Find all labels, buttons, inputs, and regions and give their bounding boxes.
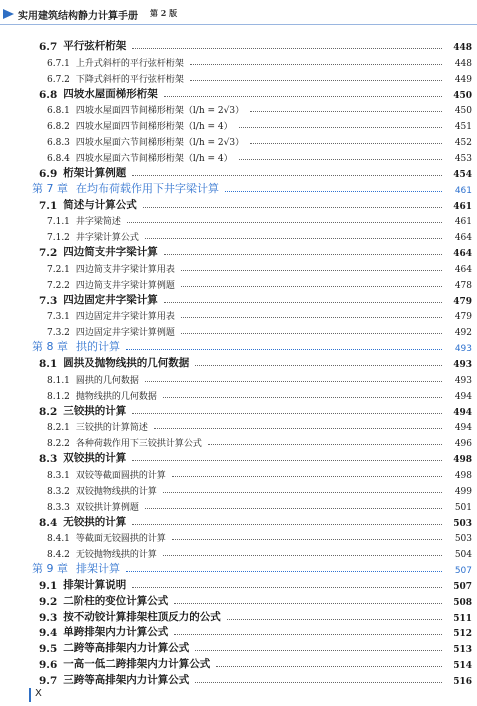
footer-page-number: X	[35, 688, 42, 699]
toc-number: 9.1	[39, 579, 58, 592]
toc-dot-leader	[216, 665, 442, 667]
toc-title: 抛物线拱的几何数据	[75, 391, 157, 402]
toc-page-number: 454	[453, 169, 472, 180]
toc-number: 7.1	[39, 199, 58, 212]
toc-title: 单跨排架内力计算公式	[63, 626, 169, 639]
toc-subsection-entry[interactable]	[0, 133, 477, 148]
toc-number: 8.4	[39, 516, 58, 529]
toc-section-entry[interactable]	[0, 244, 477, 259]
toc-number: 6.8.4	[47, 153, 70, 164]
toc-title: 四边固定井字梁计算例题	[75, 328, 175, 339]
toc-page-number: 507	[454, 566, 472, 577]
toc-number: 6.7.2	[47, 74, 70, 85]
toc-page-number: 449	[454, 74, 472, 85]
toc-dot-leader	[181, 285, 442, 287]
toc-number: 8.2.2	[47, 439, 70, 450]
toc-title: 双铰等截面圆拱的计算	[75, 470, 166, 481]
toc-subsection-entry[interactable]	[0, 228, 477, 243]
toc-subsection-entry[interactable]	[0, 434, 477, 449]
toc-page-number: 450	[454, 106, 472, 117]
toc-dot-leader	[132, 174, 442, 176]
toc-section-entry[interactable]	[0, 86, 477, 101]
toc-dot-leader	[250, 110, 442, 112]
toc-page-number: 503	[454, 534, 472, 545]
toc-title: 排架计算	[76, 562, 120, 576]
toc-number: 第 8 章	[32, 340, 68, 354]
toc-page-number: 451	[454, 122, 472, 133]
toc-subsection-entry[interactable]	[0, 70, 477, 85]
toc-page-number: 498	[454, 470, 472, 481]
toc-title: 按不动铰计算排架柱顶反力的公式	[63, 610, 221, 623]
toc-dot-leader	[190, 79, 442, 81]
toc-title: 双铰拱计算例题	[75, 502, 139, 513]
toc-dot-leader	[225, 190, 442, 192]
toc-number: 9.2	[39, 595, 58, 608]
toc-number: 8.4.2	[47, 550, 70, 561]
toc-dot-leader	[172, 538, 442, 540]
toc-section-entry[interactable]	[0, 197, 477, 212]
toc-page-number: 496	[454, 439, 472, 450]
toc-page-number: 461	[454, 217, 472, 228]
toc-number: 8.3	[39, 453, 58, 466]
toc-subsection-entry[interactable]	[0, 387, 477, 402]
header-divider	[0, 24, 477, 25]
toc-number: 第 9 章	[32, 562, 68, 576]
toc-section-entry[interactable]	[0, 403, 477, 418]
toc-subsection-entry[interactable]	[0, 117, 477, 132]
toc-subsection-entry[interactable]	[0, 466, 477, 481]
toc-dot-leader	[145, 507, 442, 509]
toc-subsection-entry[interactable]	[0, 276, 477, 291]
toc-page-number: 493	[454, 375, 472, 386]
toc-page-number: 498	[453, 455, 472, 466]
toc-title: 简述与计算公式	[63, 198, 137, 211]
toc-page-number: 494	[453, 407, 472, 418]
toc-title: 四坡水屋面六节间梯形桁架（l/h = 2√3）	[75, 138, 245, 149]
toc-page-number: 501	[454, 502, 472, 513]
toc-number: 6.8.1	[47, 106, 70, 117]
running-header	[0, 0, 477, 26]
toc-title: 四坡水屋面梯形桁架	[63, 87, 158, 100]
toc-title: 在均布荷载作用下井字梁计算	[76, 181, 219, 195]
book-title: 实用建筑结构静力计算手册	[18, 11, 138, 22]
toc-dot-leader	[154, 427, 442, 429]
toc-section-entry[interactable]	[0, 624, 477, 639]
toc-number: 7.2.1	[47, 264, 70, 275]
toc-subsection-entry[interactable]	[0, 101, 477, 116]
toc-title: 井字梁简述	[75, 217, 121, 228]
toc-title: 等截面无铰圆拱的计算	[75, 534, 166, 545]
toc-dot-leader	[227, 618, 442, 620]
toc-section-entry[interactable]	[0, 355, 477, 370]
toc-number: 7.2	[39, 247, 58, 260]
toc-dot-leader	[132, 47, 442, 49]
toc-title: 无铰拱的计算	[63, 515, 127, 528]
edition-label: 第 2 版	[150, 8, 178, 18]
toc-page-number: 492	[454, 328, 472, 339]
toc-section-entry[interactable]	[0, 292, 477, 307]
toc-dot-leader	[163, 396, 442, 398]
toc-dot-leader	[145, 237, 442, 239]
toc-number: 8.1	[39, 358, 58, 370]
toc-subsection-entry[interactable]	[0, 212, 477, 227]
toc-number: 8.3.3	[47, 502, 70, 513]
toc-dot-leader	[132, 459, 442, 461]
toc-dot-leader	[163, 554, 442, 556]
toc-subsection-entry[interactable]	[0, 323, 477, 338]
toc-dot-leader	[195, 649, 442, 651]
toc-page-number: 448	[454, 58, 472, 69]
toc-title: 圆拱的几何数据	[75, 375, 139, 386]
toc-number: 8.1.2	[47, 391, 70, 402]
toc-title: 下降式斜杆的平行弦杆桁架	[75, 74, 184, 85]
toc-subsection-entry[interactable]	[0, 482, 477, 497]
toc-dot-leader	[143, 206, 442, 208]
toc-page-number: 453	[454, 153, 472, 164]
toc-dot-leader	[181, 269, 442, 271]
toc-title: 圆拱及抛物线拱的几何数据	[63, 357, 190, 369]
toc-page-number: 514	[453, 661, 472, 672]
toc-number: 8.2.1	[47, 423, 70, 434]
toc-page-number: 507	[453, 581, 472, 592]
toc-number: 7.2.2	[47, 280, 70, 291]
toc-number: 7.1.2	[47, 233, 70, 244]
toc-dot-leader	[132, 523, 442, 525]
toc-number: 6.7.1	[47, 58, 70, 69]
toc-page-number: 494	[454, 391, 472, 402]
toc-subsection-entry[interactable]	[0, 418, 477, 433]
toc-page-number: 461	[454, 185, 472, 196]
toc-page-number: 511	[453, 613, 472, 624]
toc-title: 四边简支井字梁计算用表	[75, 264, 175, 275]
toc-title: 四坡水屋面四节间梯形桁架（l/h = 2√3）	[75, 106, 245, 117]
toc-dot-leader	[181, 332, 442, 334]
toc-dot-leader	[174, 633, 442, 635]
toc-number: 7.1.1	[47, 217, 70, 228]
toc-subsection-entry[interactable]	[0, 307, 477, 322]
toc-dot-leader	[164, 301, 442, 303]
toc-title: 双铰抛物线拱的计算	[75, 486, 157, 497]
toc-subsection-entry[interactable]	[0, 529, 477, 544]
toc-title: 二阶柱的变位计算公式	[63, 594, 169, 607]
toc-title: 无铰抛物线拱的计算	[75, 550, 157, 561]
toc-number: 7.3.1	[47, 312, 70, 323]
toc-page-number: 516	[453, 677, 472, 687]
toc-number: 6.8.3	[47, 138, 70, 149]
toc-number: 8.3.2	[47, 486, 70, 497]
toc-section-entry[interactable]	[0, 514, 477, 529]
toc-section-entry[interactable]	[0, 593, 477, 608]
toc-title: 上升式斜杆的平行弦杆桁架	[75, 58, 184, 69]
toc-subsection-entry[interactable]	[0, 149, 477, 164]
toc-title: 四坡水屋面六节间梯形桁架（l/h = 4）	[75, 153, 233, 164]
toc-page-number: 479	[454, 312, 472, 323]
toc-page-number: 493	[454, 344, 472, 355]
toc-dot-leader	[172, 475, 442, 477]
toc-subsection-entry[interactable]	[0, 371, 477, 386]
toc-page-number: 479	[453, 296, 472, 307]
toc-section-entry[interactable]	[0, 609, 477, 624]
toc-section-entry[interactable]	[0, 577, 477, 592]
toc-page-number: 512	[453, 629, 472, 640]
toc-subsection-entry[interactable]	[0, 498, 477, 513]
toc-title: 三跨等高排架内力计算公式	[63, 674, 190, 686]
toc-dot-leader	[132, 412, 442, 414]
toc-dot-leader	[164, 95, 442, 97]
toc-number: 6.9	[39, 167, 58, 180]
toc-page-number: 478	[454, 280, 472, 291]
toc-number: 6.8	[39, 88, 58, 101]
toc-dot-leader	[145, 380, 442, 382]
toc-title: 拱的计算	[76, 340, 120, 354]
toc-title: 四边固定井字梁计算用表	[75, 312, 175, 323]
toc-dot-leader	[195, 364, 442, 366]
toc-title: 四边固定井字梁计算	[63, 293, 158, 306]
toc-title: 四边简支井字梁计算	[63, 246, 158, 259]
toc-page-number: 508	[453, 597, 472, 608]
toc-subsection-entry[interactable]	[0, 54, 477, 69]
toc-dot-leader	[239, 158, 442, 160]
toc-page-number: 452	[454, 138, 472, 149]
toc-page-number: 504	[454, 550, 472, 561]
toc-dot-leader	[164, 253, 442, 255]
toc-dot-leader	[126, 570, 442, 572]
toc-title: 二跨等高排架内力计算公式	[63, 642, 190, 655]
toc-page-number: 494	[454, 423, 472, 434]
toc-section-entry[interactable]	[0, 672, 477, 687]
toc-number: 6.7	[39, 41, 58, 53]
toc-dot-leader	[174, 602, 442, 604]
toc-subsection-entry[interactable]	[0, 545, 477, 560]
toc-subsection-entry[interactable]	[0, 260, 477, 275]
toc-section-entry[interactable]	[0, 656, 477, 671]
toc-number: 9.7	[39, 675, 58, 687]
toc-number: 6.8.2	[47, 122, 70, 133]
toc-page-number: 464	[454, 233, 472, 244]
toc-title: 三铰拱的计算简述	[75, 423, 148, 434]
toc-dot-leader	[181, 316, 442, 318]
toc-page-number: 448	[453, 43, 472, 53]
toc-dot-leader	[208, 443, 442, 445]
footer-accent-bar	[29, 688, 31, 702]
toc-section-entry[interactable]	[0, 38, 477, 53]
toc-number: 8.4.1	[47, 534, 70, 545]
arrow-icon	[3, 9, 14, 19]
toc-title: 井字梁计算公式	[75, 233, 139, 244]
toc-title: 四坡水屋面四节间梯形桁架（l/h = 4）	[75, 122, 233, 133]
toc-dot-leader	[127, 221, 442, 223]
toc-number: 8.3.1	[47, 470, 70, 481]
toc-dot-leader	[126, 348, 442, 350]
toc-title: 一高一低二跨排架内力计算公式	[63, 658, 211, 671]
toc-dot-leader	[239, 126, 442, 128]
toc-number: 9.6	[39, 659, 58, 672]
toc-page-number: 513	[453, 645, 472, 656]
toc-page-number: 464	[454, 264, 472, 275]
toc-title: 各种荷载作用下三铰拱计算公式	[75, 439, 202, 450]
toc-title: 三铰拱的计算	[63, 404, 127, 417]
toc-chapter-entry[interactable]	[0, 181, 477, 196]
toc-dot-leader	[132, 586, 442, 588]
toc-title: 双铰拱的计算	[63, 452, 127, 465]
toc-chapter-entry[interactable]	[0, 561, 477, 576]
toc-page-number: 503	[453, 518, 472, 529]
toc-number: 第 7 章	[32, 181, 68, 195]
toc-number: 7.3.2	[47, 328, 70, 339]
toc-section-entry[interactable]	[0, 450, 477, 465]
toc-title: 平行弦杆桁架	[63, 40, 127, 52]
toc-chapter-entry[interactable]	[0, 339, 477, 354]
toc-page-number: 450	[453, 90, 472, 101]
toc-dot-leader	[250, 142, 442, 144]
toc-page-number: 493	[453, 360, 472, 370]
toc-page-number: 464	[453, 249, 472, 260]
toc-number: 9.3	[39, 611, 58, 624]
toc-dot-leader	[163, 491, 442, 493]
toc-number: 7.3	[39, 294, 58, 307]
toc-number: 8.2	[39, 405, 58, 418]
toc-title: 桁架计算例题	[63, 166, 127, 179]
toc-section-entry[interactable]	[0, 165, 477, 180]
toc-section-entry[interactable]	[0, 640, 477, 655]
toc-title: 四边简支井字梁计算例题	[75, 280, 175, 291]
toc-dot-leader	[190, 63, 442, 65]
toc-page-number: 499	[454, 486, 472, 497]
toc-number: 9.4	[39, 627, 58, 640]
toc-dot-leader	[195, 681, 442, 683]
toc-number: 9.5	[39, 643, 58, 656]
toc-title: 排架计算说明	[63, 578, 127, 591]
toc-number: 8.1.1	[47, 375, 70, 386]
toc-page-number: 461	[453, 201, 472, 212]
